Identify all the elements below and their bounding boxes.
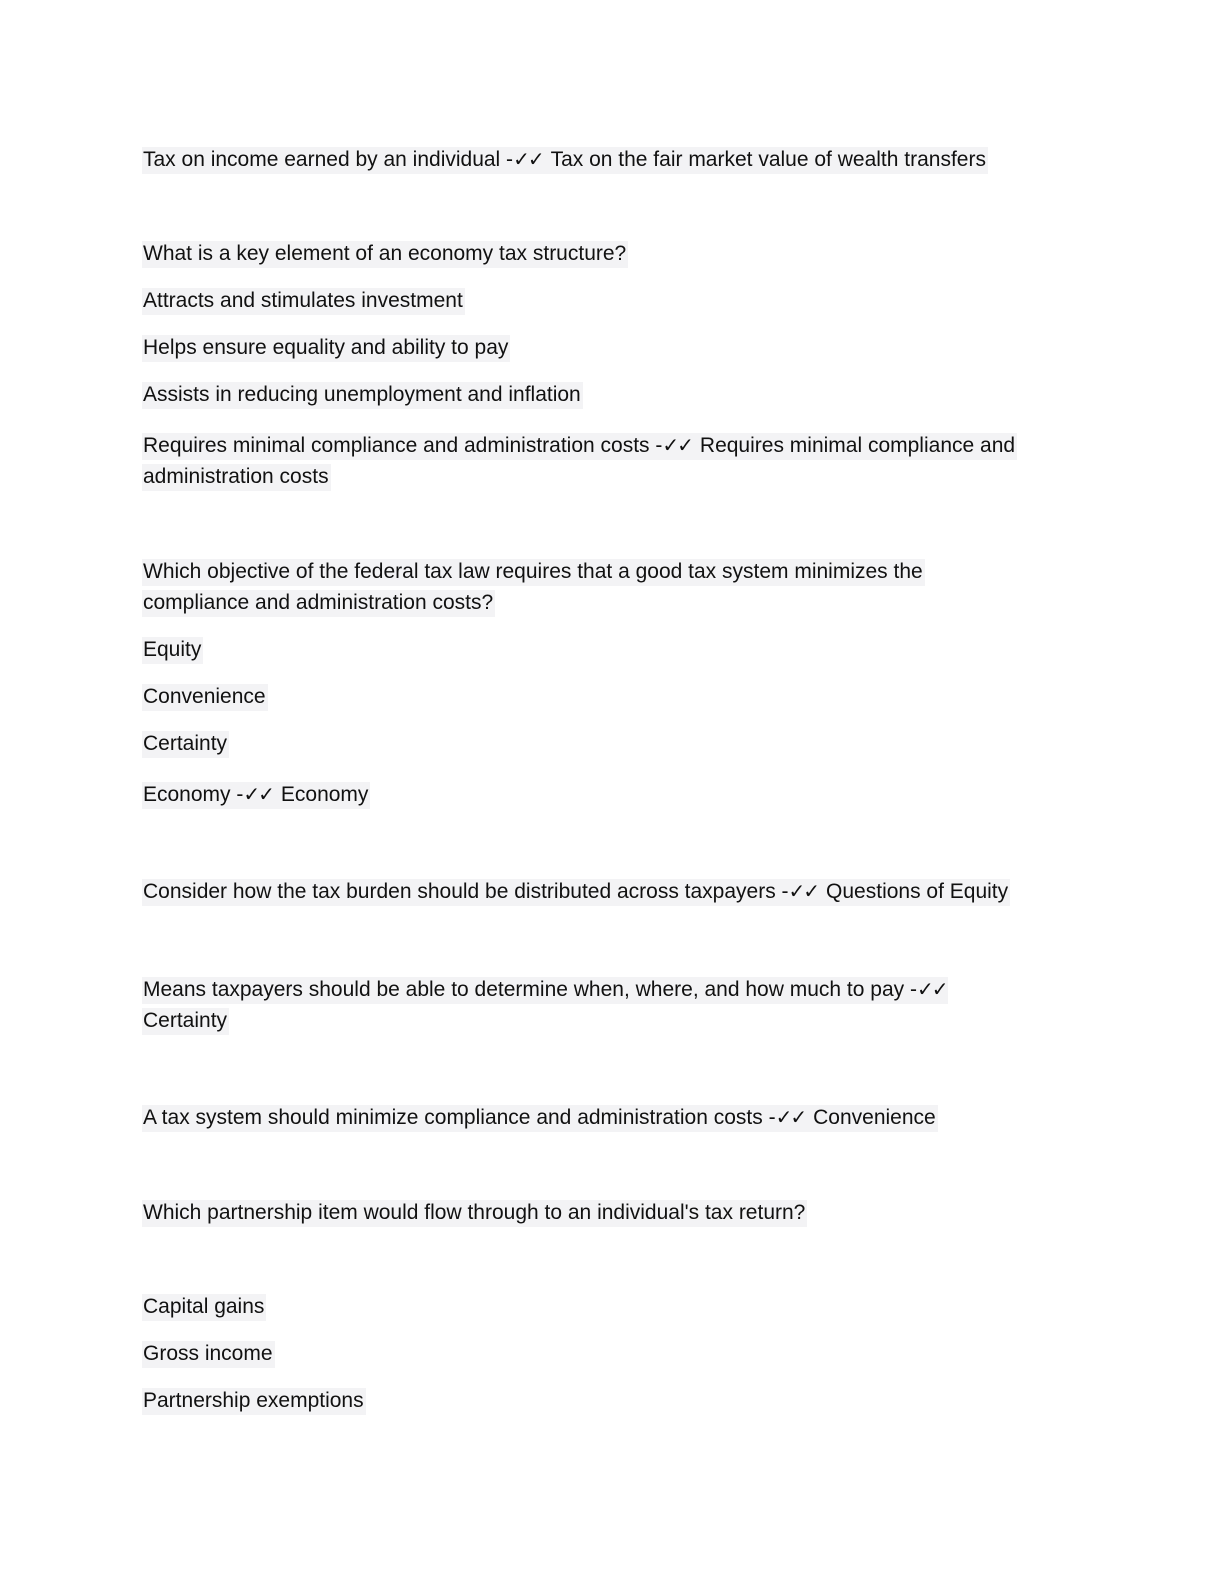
option-certainty <box>142 728 229 759</box>
flashcard-row <box>142 433 1017 460</box>
double-check-icon: ✓✓ <box>662 433 692 457</box>
double-check-icon: ✓✓ <box>916 977 947 1001</box>
option-gross-income <box>142 1338 275 1369</box>
option-text: Partnership exemptions <box>142 1388 366 1415</box>
option-text: Attracts and stimulates investment <box>142 288 465 315</box>
option-equity <box>142 634 203 665</box>
flashcard-row <box>142 782 370 809</box>
question-partnership-item <box>142 1197 807 1228</box>
option-text: Requires minimal compliance and administration costs - <box>143 434 663 457</box>
answer-text: Requires minimal compliance and <box>699 434 1016 457</box>
option-convenience <box>142 681 268 712</box>
option-text: Economy - <box>143 783 244 806</box>
option-text: Assists in reducing unemployment and inflation <box>142 382 583 409</box>
question-federal-objective <box>142 556 925 587</box>
question-text: Which objective of the federal tax law requires that a good tax system minimizes the <box>142 559 925 586</box>
answer-text: Convenience <box>813 1106 936 1129</box>
option-text: Helps ensure equality and ability to pay <box>142 335 510 362</box>
question-text: Means taxpayers should be able to determine when, where, and how much to pay - <box>143 978 917 1001</box>
flashcard-row <box>142 977 948 1004</box>
double-check-icon: ✓✓ <box>243 782 273 806</box>
answer-text: Tax on the fair market value of wealth transfers <box>550 148 986 171</box>
question-text: A tax system should minimize compliance and administration costs - <box>143 1106 776 1129</box>
answer-text: Economy <box>280 783 369 806</box>
option-text: Convenience <box>142 684 268 711</box>
question-text: What is a key element of an economy tax structure? <box>142 241 628 268</box>
double-check-icon: ✓✓ <box>775 1105 806 1129</box>
flashcard-means-taxpayers <box>142 974 948 1005</box>
option-equality <box>142 332 510 363</box>
question-text: Tax on income earned by an individual - <box>143 148 514 171</box>
option-attracts-investment <box>142 285 465 316</box>
flashcard-row <box>142 1105 938 1132</box>
flashcard-minimize-costs <box>142 1102 938 1133</box>
option-economy <box>142 779 370 810</box>
double-check-icon: ✓✓ <box>513 147 543 171</box>
option-partnership-exemptions <box>142 1385 366 1416</box>
question-text: Which partnership item would flow through to an individual's tax return? <box>142 1200 807 1227</box>
flashcard-row <box>142 879 1010 906</box>
flashcard-tax-burden <box>142 876 1010 907</box>
option-text: Capital gains <box>142 1294 266 1321</box>
question-text: compliance and administration costs? <box>142 590 495 617</box>
flashcard-means-taxpayers-answer <box>142 1005 229 1036</box>
option-unemployment <box>142 379 583 410</box>
option-text: Certainty <box>142 731 229 758</box>
flashcard-tax-on-income <box>142 144 988 175</box>
answer-text: Certainty <box>142 1008 229 1035</box>
option-capital-gains <box>142 1291 266 1322</box>
option-text: Equity <box>142 637 203 664</box>
answer-text: Questions of Equity <box>826 880 1009 903</box>
question-text: Consider how the tax burden should be distributed across taxpayers - <box>143 880 789 903</box>
answer-text: administration costs <box>142 464 331 491</box>
option-text: Gross income <box>142 1341 275 1368</box>
option-minimal-compliance <box>142 430 1017 461</box>
question-federal-objective-cont <box>142 587 495 618</box>
flashcard-row <box>142 147 988 174</box>
question-key-element <box>142 238 628 269</box>
double-check-icon: ✓✓ <box>788 879 819 903</box>
option-minimal-compliance-cont <box>142 461 331 492</box>
